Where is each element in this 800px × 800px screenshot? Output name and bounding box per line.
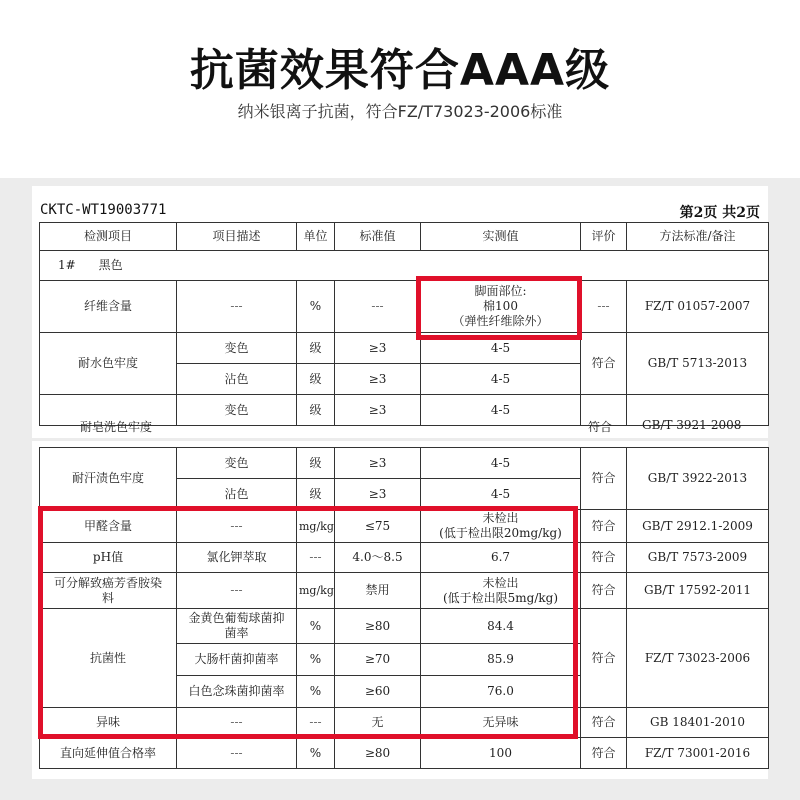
unit-cell: % [297,738,335,769]
column-header: 项目描述 [177,223,297,251]
item-cell: 耐汗渍色牢度 [40,448,177,510]
sample-row [40,251,769,281]
item-cell: 异味 [40,708,177,738]
unit-cell: 级 [297,448,335,479]
eval-cell: 符合 [581,448,627,510]
table-row [40,448,769,479]
desc-cell [177,609,297,644]
item-cell: 抗菌性 [40,609,177,708]
sample-number: 1# [58,258,76,272]
eval-cell: 符合 [581,573,627,609]
table-row [40,609,769,644]
result-line: (低于检出限5mg/kg) [442,590,559,605]
eval-cell: 符合 [581,708,627,738]
column-header: 实测值 [421,223,581,251]
std-cell: --- [335,281,421,333]
report-panel-top [32,186,768,434]
desc-cell: --- [177,738,297,769]
cut-eval-text: 符合 [588,420,613,434]
method-cell: GB/T 3922-2013 [627,448,769,510]
desc-cell: --- [177,708,297,738]
sample-color: 黑色 [98,258,123,272]
eval-cell: 符合 [581,738,627,769]
result-cell: 4-5 [421,479,581,510]
unit-cell: % [297,281,335,333]
desc-cell: 大肠杆菌抑菌率 [177,644,297,676]
std-cell: 无 [335,708,421,738]
std-cell: ≥3 [335,448,421,479]
desc-line: 金黄色葡萄球菌抑 [188,611,285,625]
eval-cell: 符合 [581,333,627,395]
column-header: 单位 [297,223,335,251]
unit-cell: --- [297,543,335,573]
method-cell: GB/T 17592-2011 [627,573,769,609]
unit-cell: --- [297,708,335,738]
eval-cell: 符合 [581,543,627,573]
table-row [40,510,769,543]
desc-cell: 变色 [177,395,297,426]
unit-cell: 级 [297,333,335,364]
method-cell: FZ/T 73001-2016 [627,738,769,769]
desc-cell: --- [177,573,297,609]
result-cell: 无异味 [421,708,581,738]
result-cell: 85.9 [421,644,581,676]
item-cell: 纤维含量 [40,281,177,333]
test-report-table-bottom [39,447,769,769]
unit-cell: 级 [297,479,335,510]
method-cell: FZ/T 73023-2006 [627,609,769,708]
result-cell: 76.0 [421,676,581,708]
result-line: 棉100 [483,299,518,313]
item-cell: 甲醛含量 [40,510,177,543]
std-cell: ≥80 [335,609,421,644]
desc-cell: 氯化钾萃取 [177,543,297,573]
unit-cell: % [297,676,335,708]
result-cell: 4-5 [421,364,581,395]
method-cell: FZ/T 01057-2007 [627,281,769,333]
unit-cell: % [297,609,335,644]
desc-line: 菌率 [224,626,249,640]
table-row [40,333,769,364]
std-cell: ≥3 [335,333,421,364]
item-cell: pH值 [40,543,177,573]
std-cell: 4.0～8.5 [335,543,421,573]
result-cell [421,510,581,543]
result-cell [421,281,581,333]
unit-cell: mg/kg [297,510,335,543]
table-row [40,738,769,769]
item-cell [40,573,177,609]
unit-cell: % [297,644,335,676]
report-panel-bottom [32,441,768,779]
method-cell: GB 18401-2010 [627,708,769,738]
std-cell: ≤75 [335,510,421,543]
unit-cell: mg/kg [297,573,335,609]
column-header: 检测项目 [40,223,177,251]
result-line: （弹性纤维除外） [452,314,549,328]
std-cell: ≥3 [335,364,421,395]
table-row [40,708,769,738]
desc-cell: 沾色 [177,364,297,395]
result-line: (低于检出限20mg/kg) [439,526,562,540]
unit-cell: 级 [297,364,335,395]
std-cell: ≥3 [335,479,421,510]
std-cell: ≥80 [335,738,421,769]
desc-cell: 变色 [177,333,297,364]
table-row [40,543,769,573]
desc-cell: 白色念珠菌抑菌率 [177,676,297,708]
page-subtitle: 纳米银离子抗菌，符合FZ/T73023-2006标准 [237,102,563,121]
item-cell: 耐水色牢度 [40,333,177,395]
method-cell: GB/T 2912.1-2009 [627,510,769,543]
eval-cell: 符合 [581,609,627,708]
unit-cell: 级 [297,395,335,426]
method-cell: GB/T 7573-2009 [627,543,769,573]
result-cell: 6.7 [421,543,581,573]
cut-edge [32,418,768,438]
desc-cell: --- [177,510,297,543]
table-row [40,573,769,609]
item-line: 料 [101,590,114,605]
desc-cell: 变色 [177,448,297,479]
std-cell: ≥70 [335,644,421,676]
std-cell: 禁用 [335,573,421,609]
method-cell: GB/T 5713-2013 [627,333,769,395]
item-cell: 直向延伸值合格率 [40,738,177,769]
std-cell: ≥60 [335,676,421,708]
result-cell [421,573,581,609]
result-cell: 100 [421,738,581,769]
sample-cell [40,251,769,281]
test-report-table-top [39,222,769,426]
result-cell: 4-5 [421,333,581,364]
result-cell: 4-5 [421,395,581,426]
cut-method-text: GB/T 3921-2008 [642,418,742,432]
report-page-number: 第2页 共2页 [679,205,760,221]
result-cell: 4-5 [421,448,581,479]
eval-cell: 符合 [581,510,627,543]
desc-cell: 沾色 [177,479,297,510]
result-line: 未检出 [482,575,519,590]
column-header: 评价 [581,223,627,251]
result-cell: 84.4 [421,609,581,644]
result-line: 未检出 [482,511,519,525]
table-header-row [40,223,769,251]
cut-item-text: 耐皂洗色牢度 [80,420,153,434]
std-cell: ≥3 [335,395,421,426]
eval-cell: --- [581,281,627,333]
desc-cell: --- [177,281,297,333]
item-line: 可分解致癌芳香胺染 [53,575,162,590]
table-row [40,281,769,333]
page-title: 抗菌效果符合AAA级 [189,45,611,96]
result-line: 脚面部位: [474,284,527,298]
column-header: 方法标准/备注 [627,223,769,251]
column-header: 标准值 [335,223,421,251]
report-id: CKTC-WT19003771 [40,202,167,218]
